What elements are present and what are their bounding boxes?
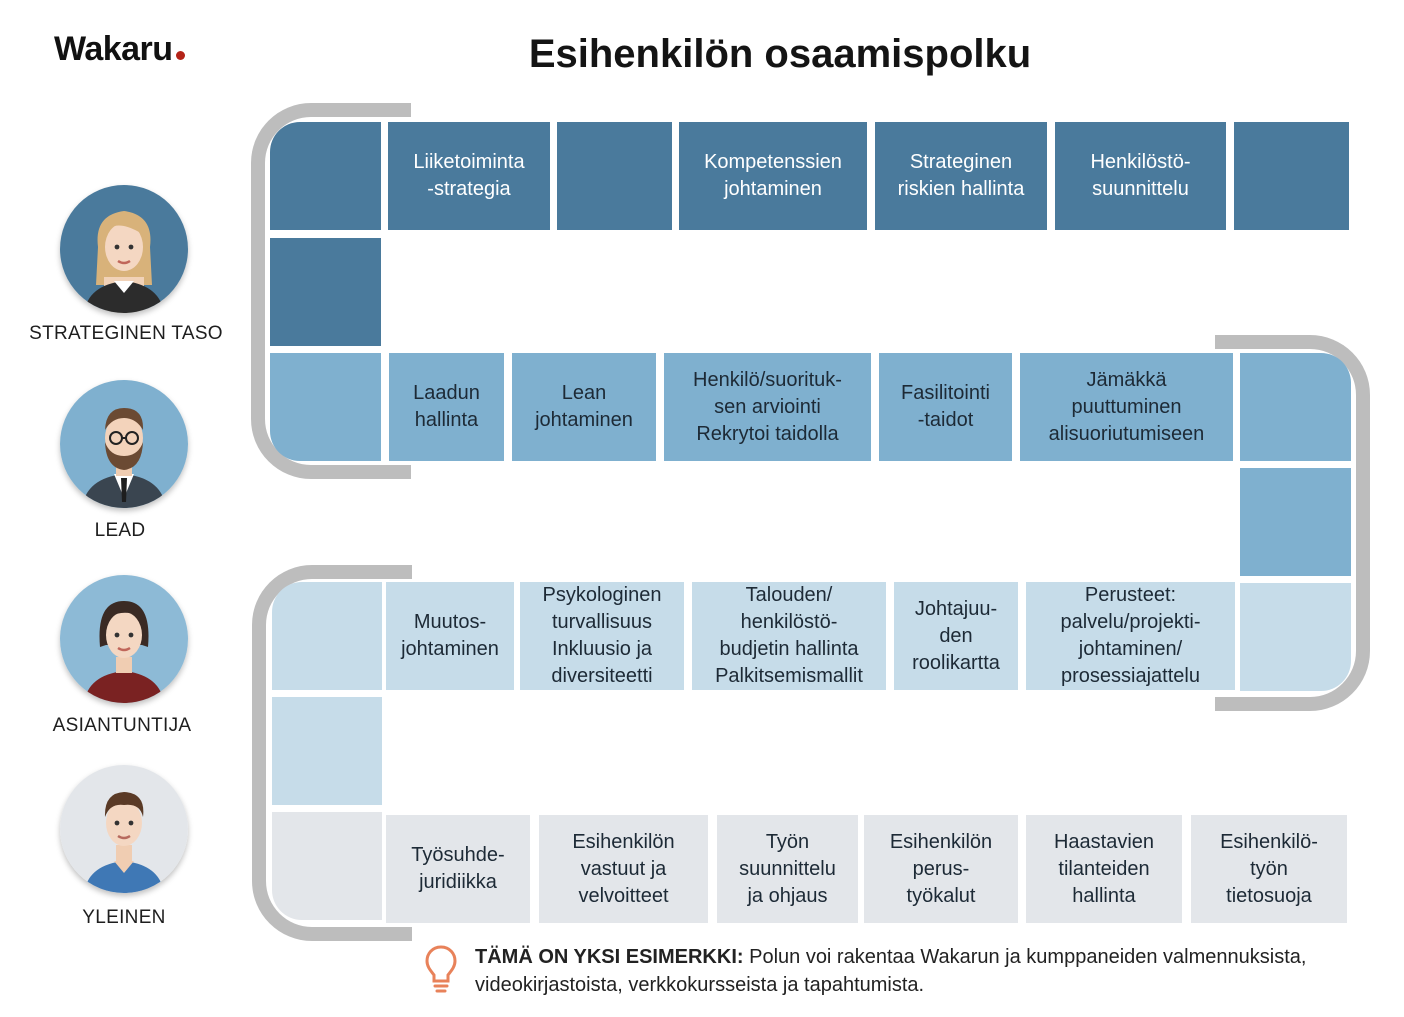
example-note	[475, 943, 1375, 999]
path-step-strategic: Kompetenssien johtaminen	[679, 122, 867, 230]
logo-text: Wakaru	[54, 30, 173, 68]
path-connector	[270, 353, 381, 461]
note-text: Polun voi rakentaa Wakarun ja kumppaneiden valmennuksista, videokirjastoista, verkkokursseista ja tapahtumista.	[475, 946, 1307, 996]
path-step-general: Esihenkilö- työn tietosuoja	[1191, 815, 1347, 923]
note-bold: TÄMÄ ON YKSI ESIMERKKI:	[475, 946, 744, 968]
path-step-general: Esihenkilön perus- työkalut	[864, 815, 1018, 923]
path-connector	[272, 812, 382, 920]
path-step-lead: Laadun hallinta	[389, 353, 504, 461]
level-label-strategic: STRATEGINEN TASO	[29, 323, 223, 344]
path-connector	[270, 122, 381, 230]
path-step-strategic: Liiketoiminta -strategia	[388, 122, 550, 230]
avatar-expert	[60, 575, 188, 703]
path-step-general: Esihenkilön vastuut ja velvoitteet	[539, 815, 708, 923]
avatar-strategic	[60, 185, 188, 313]
path-connector	[1240, 583, 1351, 691]
avatar-lead	[60, 380, 188, 508]
path-step-expert: Psykologinen turvallisuus Inkluusio ja diversiteetti	[520, 582, 684, 690]
path-step-strategic: Strateginen riskien hallinta	[875, 122, 1047, 230]
wakaru-logo	[54, 30, 185, 69]
path-step-general: Työsuhde- juridiikka	[386, 815, 530, 923]
path-step-strategic: Henkilöstö- suunnittelu	[1055, 122, 1226, 230]
level-label-expert: ASIANTUNTIJA	[52, 715, 192, 736]
path-step-general: Haastavien tilanteiden hallinta	[1026, 815, 1182, 923]
level-label-general: YLEINEN	[82, 907, 166, 928]
lightbulb-icon	[424, 944, 458, 996]
path-step-expert: Muutos- johtaminen	[386, 582, 514, 690]
path-step-general: Työn suunnittelu ja ohjaus	[717, 815, 858, 923]
level-label-lead: LEAD	[94, 520, 146, 541]
path-connector	[272, 582, 382, 690]
path-connector	[272, 697, 382, 805]
path-step-lead: Lean johtaminen	[512, 353, 656, 461]
path-step-lead: Fasilitointi -taidot	[879, 353, 1012, 461]
path-step-expert: Johtajuu- den roolikartta	[894, 582, 1018, 690]
path-connector	[270, 238, 381, 346]
path-connector	[1240, 468, 1351, 576]
path-step-lead: Henkilö/suorituk- sen arviointi Rekrytoi taidolla	[664, 353, 871, 461]
path-connector	[1240, 353, 1351, 461]
path-step-strategic	[1234, 122, 1349, 230]
page-title: Esihenkilön osaamispolku	[528, 32, 1032, 76]
logo-dot	[176, 51, 185, 60]
path-step-strategic	[557, 122, 672, 230]
path-step-expert: Perusteet: palvelu/projekti- johtaminen/ prosessiajattelu	[1026, 582, 1235, 690]
avatar-general	[60, 765, 188, 893]
path-step-expert: Talouden/ henkilöstö- budjetin hallinta Palkitsemismallit	[692, 582, 886, 690]
path-step-lead: Jämäkkä puuttuminen alisuoriutumiseen	[1020, 353, 1233, 461]
